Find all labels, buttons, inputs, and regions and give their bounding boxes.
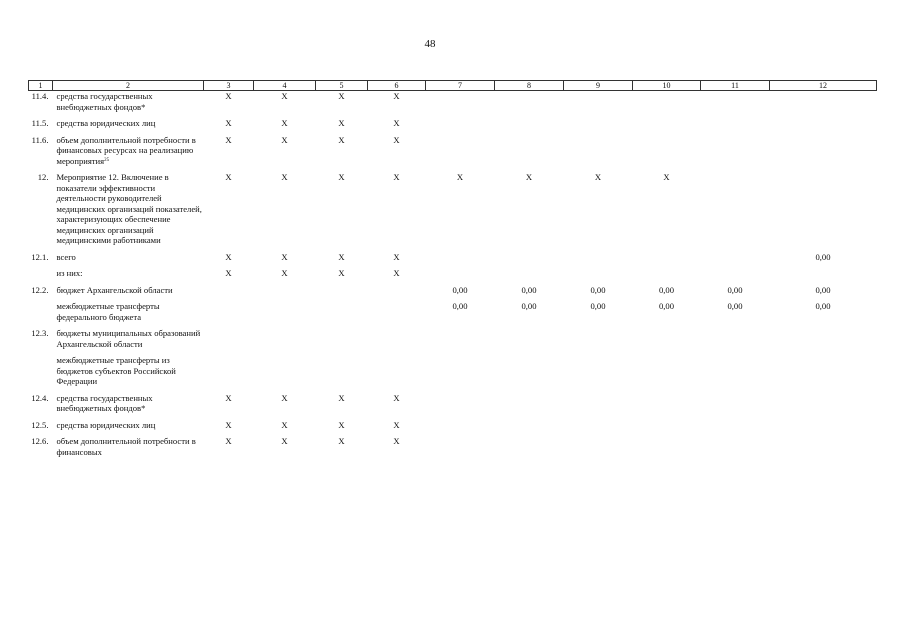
row-name: Мероприятие 12. Включение в показатели эффективности деятельности руководителей медицинских организаций показателей, характеризующих обеспечение медицинских организаций медицинскими работниками xyxy=(56,172,202,245)
table-cell: X xyxy=(393,268,400,278)
table-row xyxy=(29,285,877,302)
table-cell: X xyxy=(225,251,232,262)
table-cell xyxy=(495,91,564,119)
table-cell xyxy=(701,328,770,355)
row-name-cell xyxy=(53,328,204,355)
table-cell xyxy=(564,252,633,269)
column-header: 5 xyxy=(316,81,368,91)
table-cell xyxy=(368,355,426,393)
table-cell: X xyxy=(338,436,345,446)
table-row xyxy=(29,268,877,285)
table-cell xyxy=(316,285,368,302)
table-cell: X xyxy=(225,436,232,446)
table-cell: 0,00 xyxy=(452,301,468,311)
table-cell xyxy=(368,328,426,355)
row-name: межбюджетные трансферты из бюджетов субъектов Российской Федерации xyxy=(56,355,176,386)
row-name: средства юридических лиц xyxy=(56,419,156,430)
table-row xyxy=(29,252,877,269)
row-number: 12.2. xyxy=(31,284,49,295)
row-number xyxy=(29,355,53,393)
table-cell: X xyxy=(281,172,288,182)
row-name: всего xyxy=(56,251,76,262)
table-cell xyxy=(770,172,877,252)
row-name: из них: xyxy=(56,268,83,278)
row-name-cell xyxy=(53,252,204,269)
table-cell: X xyxy=(281,392,288,403)
table-cell: X xyxy=(393,419,400,430)
table-cell xyxy=(426,268,495,285)
table-cell xyxy=(426,135,495,173)
row-number: 12. xyxy=(37,172,49,182)
table-cell: X xyxy=(225,419,232,430)
row-name: объем дополнительной потребности в финансовых xyxy=(56,436,196,457)
table-cell xyxy=(254,285,316,302)
table-cell: 0,00 xyxy=(590,284,606,295)
table-cell xyxy=(564,328,633,355)
row-number xyxy=(29,301,53,328)
table-cell: X xyxy=(393,134,400,145)
table-cell: 0,00 xyxy=(727,301,743,311)
row-number: 11.6. xyxy=(31,134,49,145)
table-cell xyxy=(495,355,564,393)
table-cell xyxy=(701,393,770,420)
table-cell xyxy=(495,118,564,135)
column-header: 6 xyxy=(368,81,426,91)
table-cell xyxy=(633,252,701,269)
table-cell xyxy=(495,135,564,173)
table-cell: X xyxy=(225,118,232,128)
table-cell: X xyxy=(393,91,400,101)
row-name: средства государственных внебюджетных фондов* xyxy=(56,91,153,112)
table-cell xyxy=(770,436,877,463)
table-cell: X xyxy=(393,436,400,446)
table-cell xyxy=(770,91,877,119)
table-row xyxy=(29,135,877,173)
table-cell xyxy=(701,91,770,119)
table-cell xyxy=(633,420,701,437)
table-cell xyxy=(633,393,701,420)
budget-table xyxy=(28,80,877,463)
table-cell xyxy=(701,118,770,135)
column-header: 1 xyxy=(29,81,53,91)
row-name-cell xyxy=(53,135,204,173)
table-cell xyxy=(701,172,770,252)
table-cell xyxy=(204,285,254,302)
table-cell xyxy=(633,436,701,463)
table-cell xyxy=(564,268,633,285)
table-cell: 0,00 xyxy=(658,301,675,311)
table-cell: X xyxy=(393,118,400,128)
table-cell xyxy=(316,355,368,393)
table-cell xyxy=(368,301,426,328)
column-header: 4 xyxy=(254,81,316,91)
table-cell: X xyxy=(338,91,345,101)
row-name-cell xyxy=(53,118,204,135)
table-row xyxy=(29,393,877,420)
column-header: 3 xyxy=(204,81,254,91)
row-name-cell xyxy=(53,355,204,393)
table-row xyxy=(29,355,877,393)
row-name-cell xyxy=(53,172,204,252)
table-cell xyxy=(633,268,701,285)
table-row xyxy=(29,328,877,355)
row-name: бюджет Архангельской области xyxy=(56,284,173,295)
table-cell: 0,00 xyxy=(815,284,831,295)
table-cell xyxy=(204,355,254,393)
table-row xyxy=(29,91,877,119)
column-header: 2 xyxy=(53,81,204,91)
table-cell xyxy=(204,328,254,355)
table-cell xyxy=(633,355,701,393)
table-cell xyxy=(426,355,495,393)
table-cell xyxy=(254,328,316,355)
table-cell xyxy=(495,436,564,463)
table-cell xyxy=(426,252,495,269)
table-cell xyxy=(426,393,495,420)
row-number: 12.1. xyxy=(31,251,49,262)
table-cell: X xyxy=(338,118,345,128)
table-cell: X xyxy=(393,392,400,403)
table-cell xyxy=(564,91,633,119)
column-header: 11 xyxy=(701,81,770,91)
table-cell xyxy=(770,135,877,173)
column-header: 12 xyxy=(770,81,877,91)
row-name-cell xyxy=(53,91,204,119)
table-cell: 0,00 xyxy=(521,301,537,311)
table-cell xyxy=(564,436,633,463)
row-number: 11.5. xyxy=(31,118,49,128)
row-number: 12.6. xyxy=(31,436,49,446)
table-cell: X xyxy=(338,251,345,262)
table-cell: X xyxy=(393,251,400,262)
row-name: средства государственных внебюджетных фондов* xyxy=(56,392,153,413)
table-cell xyxy=(633,135,701,173)
row-name: средства юридических лиц xyxy=(56,118,156,128)
table-cell: X xyxy=(338,172,345,182)
table-cell: X xyxy=(281,134,288,145)
table-cell xyxy=(701,355,770,393)
table-cell xyxy=(564,393,633,420)
column-header: 9 xyxy=(564,81,633,91)
row-name-cell xyxy=(53,268,204,285)
row-number: 11.4. xyxy=(31,91,49,101)
table-cell xyxy=(770,268,877,285)
table-cell: X xyxy=(393,172,400,182)
table-cell: X xyxy=(281,436,288,446)
table-cell: X xyxy=(281,118,288,128)
table-cell xyxy=(426,436,495,463)
table-cell xyxy=(254,301,316,328)
table-cell xyxy=(633,91,701,119)
table-cell: X xyxy=(225,172,232,182)
table-row xyxy=(29,118,877,135)
column-header: 8 xyxy=(495,81,564,91)
table-cell xyxy=(770,420,877,437)
page-number: 48 xyxy=(424,38,436,50)
table-row xyxy=(29,301,877,328)
table-cell xyxy=(633,118,701,135)
table-row xyxy=(29,172,877,252)
table-cell xyxy=(316,301,368,328)
column-header: 7 xyxy=(426,81,495,91)
table-cell xyxy=(701,420,770,437)
table-cell xyxy=(564,135,633,173)
row-name-cell xyxy=(53,393,204,420)
table-cell: X xyxy=(525,172,533,182)
table-cell xyxy=(368,285,426,302)
table-row xyxy=(29,436,877,463)
column-header: 10 xyxy=(633,81,701,91)
table-cell: X xyxy=(338,419,345,430)
table-cell: X xyxy=(225,268,232,278)
table-cell xyxy=(426,328,495,355)
table-cell: X xyxy=(456,172,464,182)
table-cell xyxy=(495,328,564,355)
row-number: 12.3. xyxy=(31,328,49,338)
table-cell: 0,00 xyxy=(521,284,537,295)
table-cell xyxy=(633,328,701,355)
row-name-cell xyxy=(53,285,204,302)
table-cell xyxy=(495,393,564,420)
table-header xyxy=(29,81,877,91)
table-cell xyxy=(701,252,770,269)
table-cell: X xyxy=(338,392,345,403)
row-name-cell xyxy=(53,436,204,463)
table-cell xyxy=(770,393,877,420)
row-number: 12.4. xyxy=(31,392,49,403)
table-cell xyxy=(426,420,495,437)
table-cell xyxy=(770,118,877,135)
table-cell xyxy=(701,436,770,463)
table-cell: 0,00 xyxy=(815,251,831,262)
table-cell: X xyxy=(281,251,288,262)
table-cell: 0,00 xyxy=(452,284,468,295)
table-cell xyxy=(426,91,495,119)
table-cell xyxy=(316,328,368,355)
table-cell: X xyxy=(281,419,288,430)
footnote-marker: 25 xyxy=(104,157,110,163)
table-cell xyxy=(701,268,770,285)
row-name-cell xyxy=(53,420,204,437)
table-cell: X xyxy=(594,172,602,182)
table-cell: 0,00 xyxy=(727,284,743,295)
table-cell: X xyxy=(225,134,232,145)
table-cell xyxy=(564,420,633,437)
table-cell: X xyxy=(281,268,288,278)
row-number: 12.5. xyxy=(31,419,49,430)
row-name-cell xyxy=(53,301,204,328)
row-name: межбюджетные трансферты федерального бюджета xyxy=(56,301,160,322)
row-name: объем дополнительной потребности в финансовых ресурсах на реализацию мероприятия xyxy=(56,134,196,166)
table-cell: X xyxy=(338,134,345,145)
row-number xyxy=(29,268,53,285)
table-cell: 0,00 xyxy=(815,301,831,311)
table-cell xyxy=(770,328,877,355)
table-cell xyxy=(770,355,877,393)
table-cell: X xyxy=(663,172,670,182)
table-cell xyxy=(701,135,770,173)
table-cell xyxy=(495,420,564,437)
table-cell xyxy=(564,355,633,393)
table-cell xyxy=(495,252,564,269)
table-row xyxy=(29,420,877,437)
table-cell: 0,00 xyxy=(658,284,675,295)
table-cell xyxy=(495,268,564,285)
table-cell xyxy=(564,118,633,135)
table-cell xyxy=(254,355,316,393)
table-cell xyxy=(204,301,254,328)
table-cell: X xyxy=(338,268,345,278)
row-name: бюджеты муниципальных образований Архангельской области xyxy=(56,328,201,349)
table-cell: X xyxy=(225,392,232,403)
table-body xyxy=(29,91,877,464)
table-cell: 0,00 xyxy=(590,301,606,311)
table-cell: X xyxy=(225,91,232,101)
table-cell: X xyxy=(281,91,288,101)
table-cell xyxy=(426,118,495,135)
